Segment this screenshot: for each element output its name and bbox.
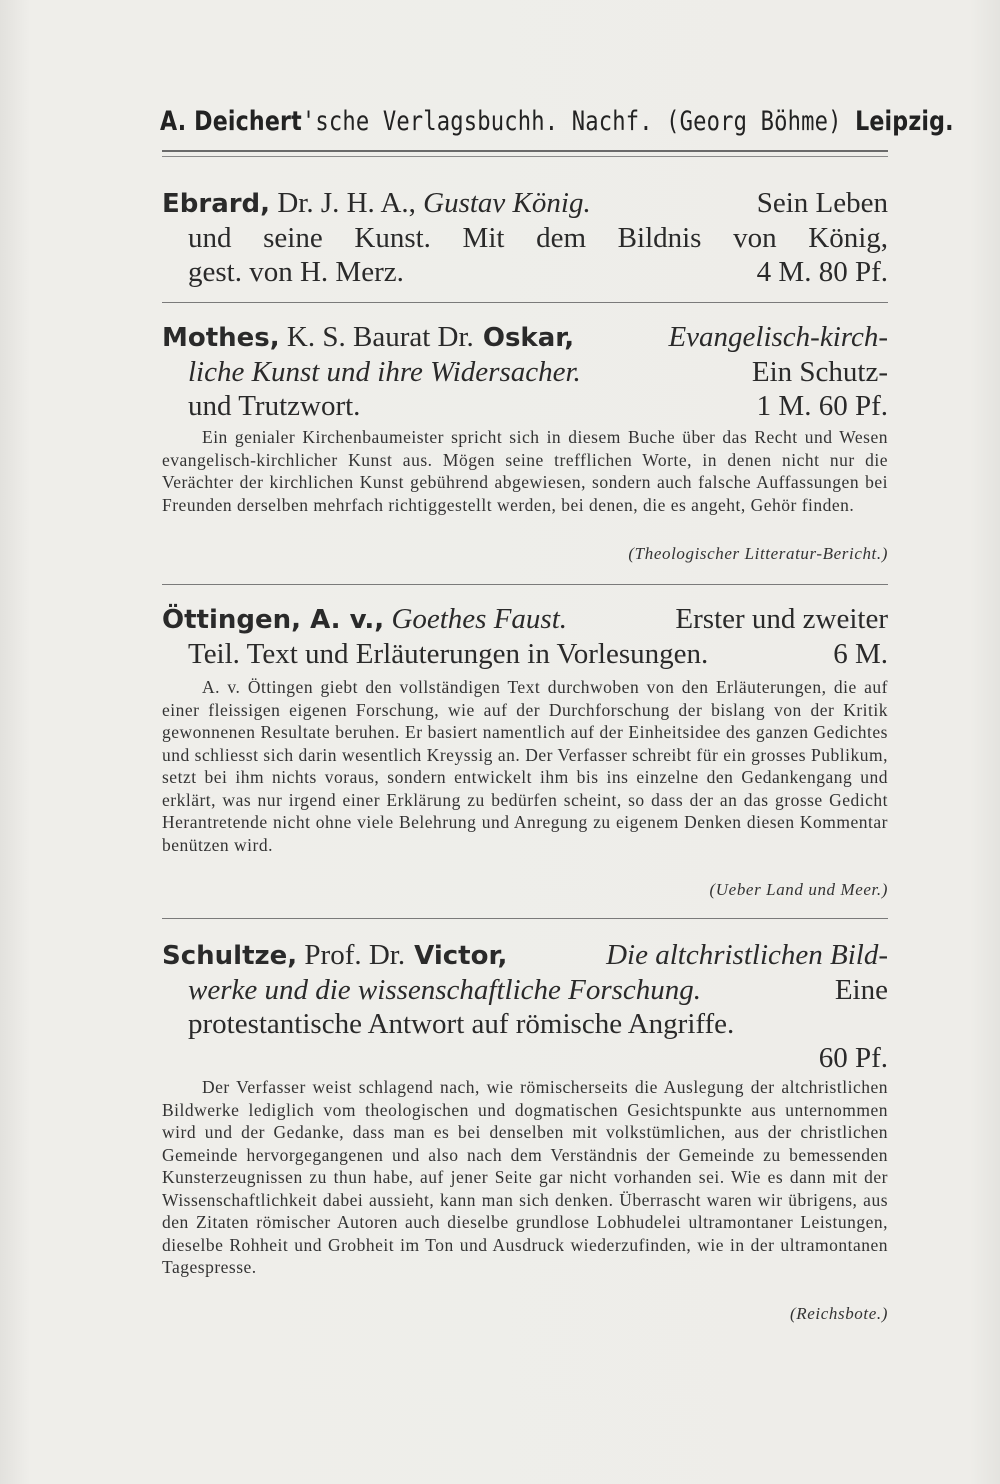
publisher-suffix: 'sche Verlagsbuchh. Nachf. (Georg Böhme) [301, 106, 842, 137]
entry-price: 60 Pf. [818, 1042, 888, 1074]
review-source: (Ueber Land und Meer.) [709, 880, 888, 899]
entry-oettingen [162, 602, 888, 671]
entry-subtitle: Eine [834, 974, 888, 1006]
entry-title: Gustav König. [423, 187, 591, 219]
entry-author-name: K. S. Baurat Dr. [279, 321, 474, 353]
entry-review [162, 676, 888, 856]
entry-price: 1 M. 60 Pf. [756, 390, 888, 422]
publisher-header [160, 106, 954, 137]
entry-subtitle: Sein Leben [756, 187, 888, 219]
entry-subtitle: Ein Schutz- [751, 356, 888, 388]
entry-title-line2: werke und die wissenschaftliche Forschung. [188, 974, 702, 1006]
entry-review [162, 1076, 888, 1279]
review-text: A. v. Öttingen giebt den vollständigen Text durchwoben von den Erläuterungen, die auf einer fleissigen eigenen Forschung, wie auf der Durchforschung der bislang von der Kritik gewonnenen Resultate beruhen. Er basiert namentlich auf der Einheitsidee des ganzen Gedichtes und schliesst sich darin wesentlich Kreyssig an. Der Verfasser schreibt für ein grosses Publikum, setzt bei ihm nichts voraus, sondern entwickelt ihm bis ins einzelne den Gedankengang und erklärt, was nur irgend einer Erklärung zu bedürfen scheint, so dass der an das grosse Gedicht Herantretende nicht ohne viele Belehrung und Anregung zu eigenem Denken diesen Kommentar benützen wird. [162, 677, 888, 855]
entry-title: Goethes Faust. [391, 603, 568, 635]
entry-subtitle-line2: Teil. Text und Erläuterungen in Vorlesungen. [188, 638, 709, 670]
publisher-name: A. Deichert [160, 106, 302, 137]
entry-subtitle-line3: und Trutzwort. [188, 390, 361, 422]
entry-author-firstname: Oskar, [473, 323, 575, 353]
review-text: Der Verfasser weist schlagend nach, wie römischerseits die Auslegung der altchristlichen Bildwerke lediglich vom theologischen und dogmatischen Gesichtspunkte aus unternommen wird und der Gedanke, dass man es bei denselben mit volkstümlichen, aus der christlichen Gemeinde hervorgegangenen und also nach dem Verständnis der Gemeinde zu bemessenden Kunsterzeugnissen zu thun habe, auf jener Seite gar nicht vorhanden sei. Wie es dann mit der Wissenschaftlichkeit dabei aussieht, kann man sich denken. Überrascht waren wir übrigens, aus den Zitaten römischer Autoren auch dieselbe grundlose Lobhudelei ultramontaner Leistungen, dieselbe Rohheit und Grobheit im Ton und Ausdruck wiederzufinden, wie in der ultramontanen Tagespresse. [162, 1077, 888, 1277]
entry-divider [162, 918, 888, 919]
header-rule [162, 150, 888, 157]
entry-author-firstname: Victor, [405, 941, 508, 971]
entry-title-line2: liche Kunst und ihre Widersacher. [188, 356, 581, 388]
entry-author: Ebrard, [162, 189, 271, 219]
entry-author: Mothes, [162, 323, 280, 353]
publisher-city: Leipzig. [855, 106, 954, 137]
entry-author: Schultze, [162, 941, 298, 971]
review-source: (Reichsbote.) [790, 1304, 888, 1323]
entry-title: Die altchristlichen Bild- [606, 939, 888, 971]
entry-mothes [162, 320, 888, 423]
entry-author: Öttingen, A. v., [162, 605, 385, 635]
entry-price: 4 M. 80 Pf. [756, 256, 888, 288]
entry-subtitle-line3: protestantische Antwort auf römische Angriffe. [188, 1008, 735, 1040]
review-source: (Theologischer Litteratur-Bericht.) [628, 544, 888, 563]
entry-schultze [162, 938, 888, 1075]
entry-price: 6 M. [833, 638, 888, 670]
entry-subtitle: Erster und zweiter [675, 603, 888, 635]
entry-divider [162, 302, 888, 303]
entry-subtitle-line2: und seine Kunst. Mit dem Bildnis von König, [188, 222, 888, 254]
entry-divider [162, 584, 888, 585]
entry-subtitle-line3: gest. von H. Merz. [188, 256, 404, 288]
review-text: Ein genialer Kirchenbaumeister spricht sich in diesem Buche über das Recht und Wesen evangelisch-kirchlicher Kunst aus. Mögen seine trefflichen Worte, in denen nicht nur die Verächter der kirchlichen Kunst gebührend abgewiesen, sondern auch falsche Auffassungen bei Freunden derselben mehrfach richtiggestellt werden, bei denen, die es angeht, Gehör finden. [162, 427, 888, 515]
entry-author-name: Dr. J. H. A., [270, 187, 416, 219]
entry-author-name: Prof. Dr. [297, 939, 406, 971]
entry-title: Evangelisch-kirch- [668, 321, 888, 353]
entry-review [162, 426, 888, 516]
entry-ebrard [162, 186, 888, 289]
